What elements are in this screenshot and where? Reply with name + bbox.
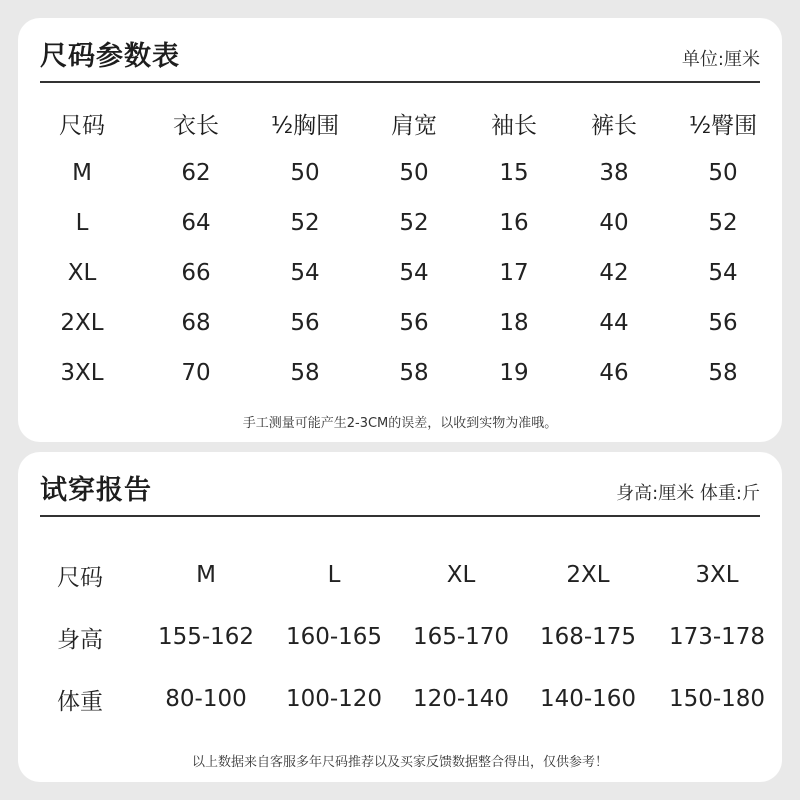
table-cell: 54: [290, 260, 320, 286]
table-cell: 50: [708, 160, 738, 186]
table-cell: 62: [181, 160, 211, 186]
size-chart-column-header: 衣长: [173, 112, 219, 139]
size-chart-title: 尺码参数表: [40, 41, 180, 72]
trial-report-table: [18, 544, 782, 730]
table-cell: 16: [499, 210, 529, 236]
table-cell: 52: [708, 210, 738, 236]
table-cell: 38: [599, 160, 629, 186]
table-cell: 17: [499, 260, 529, 286]
size-chart-header-row: [18, 98, 782, 148]
table-cell: 165-170: [412, 624, 510, 650]
trial-report-column-header: M: [196, 562, 216, 588]
table-cell: 160-165: [285, 624, 383, 650]
table-cell: 140-160: [539, 686, 637, 712]
table-cell: 120-140: [412, 686, 510, 712]
table-cell: 155-162: [157, 624, 255, 650]
table-cell: 58: [290, 360, 320, 386]
table-cell: 18: [499, 310, 529, 336]
table-cell: 46: [599, 360, 629, 386]
table-cell: 68: [181, 310, 211, 336]
table-cell: 54: [399, 260, 429, 286]
size-chart-column-header: ½臀围: [688, 112, 758, 139]
trial-report-card: [18, 452, 782, 782]
trial-report-column-header: 尺码: [57, 564, 103, 591]
trial-report-note: 以上数据来自客服多年尺码推荐以及买家反馈数据整合得出，仅供参考！: [191, 755, 608, 770]
trial-report-column-header: 2XL: [566, 562, 610, 588]
size-chart-column-header: 裤长: [591, 112, 637, 139]
table-cell: L: [75, 210, 89, 236]
table-cell: 66: [181, 260, 211, 286]
trial-report-title: 试穿报告: [40, 475, 152, 506]
trial-report-header-row: [18, 544, 782, 606]
table-cell: 80-100: [165, 686, 247, 712]
size-chart-header: [40, 18, 760, 83]
table-cell: 52: [290, 210, 320, 236]
table-cell: 40: [599, 210, 629, 236]
size-chart-column-header: 肩宽: [391, 112, 437, 139]
table-cell: 70: [181, 360, 211, 386]
size-chart-column-header: 袖长: [491, 112, 537, 139]
trial-report-unit: 身高:厘米 体重:斤: [616, 483, 760, 504]
table-row: [18, 248, 782, 298]
table-row: [18, 668, 782, 730]
table-cell: 身高: [57, 626, 103, 653]
table-cell: 56: [290, 310, 320, 336]
table-cell: 19: [499, 360, 529, 386]
table-cell: 50: [290, 160, 320, 186]
table-cell: 58: [399, 360, 429, 386]
table-cell: 体重: [57, 688, 103, 715]
size-chart-column-header: 尺码: [59, 112, 105, 139]
table-cell: XL: [67, 260, 97, 286]
table-cell: 56: [708, 310, 738, 336]
table-cell: 54: [708, 260, 738, 286]
table-row: [18, 198, 782, 248]
table-cell: 64: [181, 210, 211, 236]
table-cell: 100-120: [285, 686, 383, 712]
table-cell: 42: [599, 260, 629, 286]
table-row: [18, 348, 782, 398]
table-row: [18, 148, 782, 198]
size-chart-unit: 单位:厘米: [681, 49, 760, 70]
trial-report-column-header: XL: [446, 562, 476, 588]
table-row: [18, 606, 782, 668]
trial-report-header: [40, 452, 760, 517]
table-cell: 56: [399, 310, 429, 336]
table-cell: 3XL: [60, 360, 104, 386]
table-cell: 2XL: [60, 310, 104, 336]
size-chart-column-header: ½胸围: [270, 112, 340, 139]
table-cell: 44: [599, 310, 629, 336]
table-cell: 150-180: [668, 686, 766, 712]
trial-report-column-header: L: [327, 562, 341, 588]
table-cell: 52: [399, 210, 429, 236]
trial-report-column-header: 3XL: [695, 562, 739, 588]
table-row: [18, 298, 782, 348]
table-cell: 15: [499, 160, 529, 186]
size-chart-card: [18, 18, 782, 442]
table-cell: 50: [399, 160, 429, 186]
table-cell: M: [72, 160, 92, 186]
size-chart-note: 手工测量可能产生2-3CM的误差，以收到实物为准哦。: [242, 416, 558, 431]
size-chart-table: [18, 98, 782, 398]
table-cell: 58: [708, 360, 738, 386]
table-cell: 168-175: [539, 624, 637, 650]
table-cell: 173-178: [668, 624, 766, 650]
